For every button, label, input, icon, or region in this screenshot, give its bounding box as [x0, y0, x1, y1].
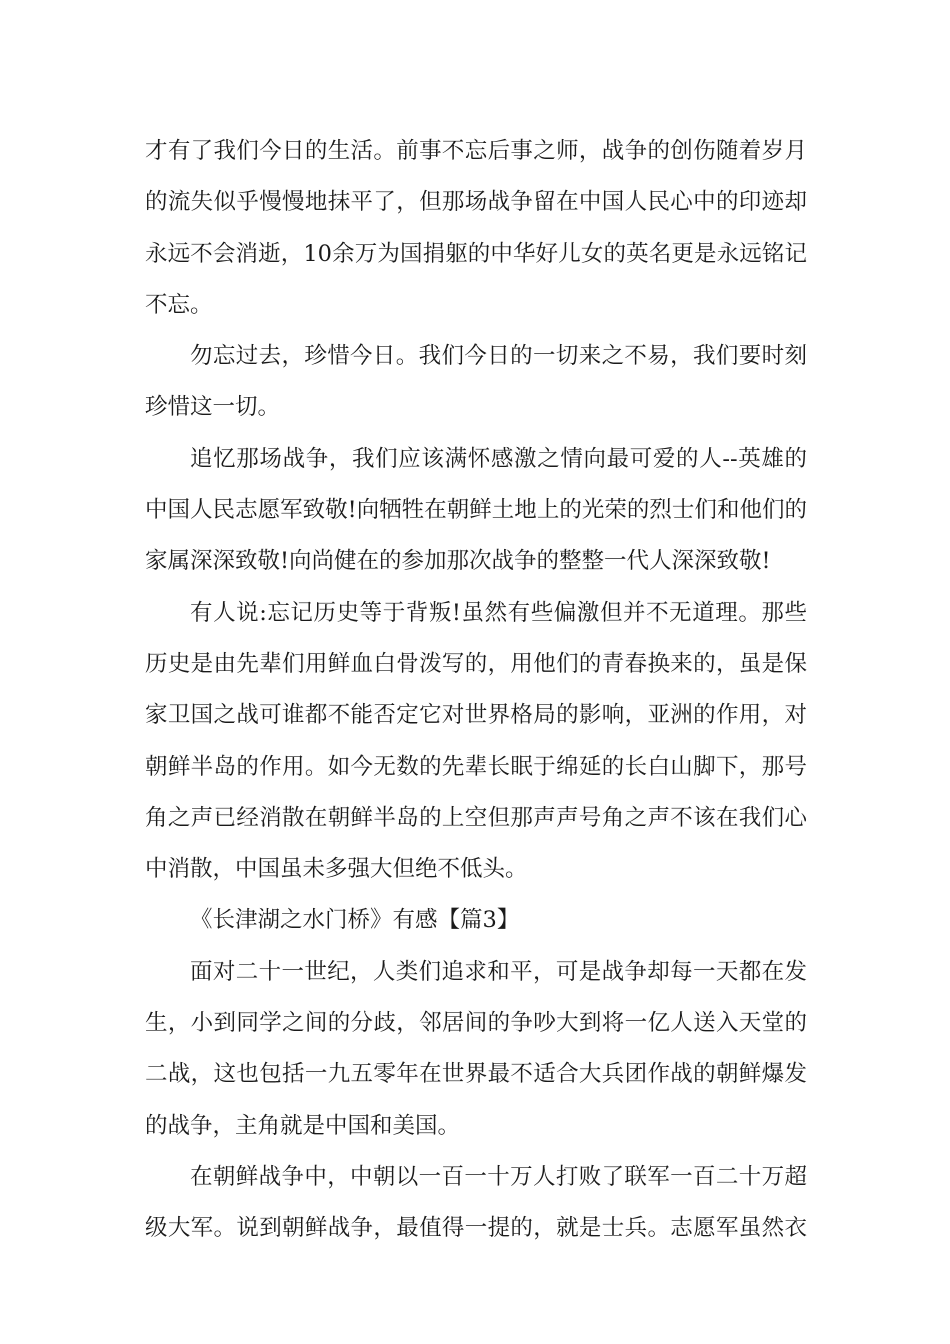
text-line: 历史是由先辈们用鲜血白骨泼写的，用他们的青春换来的，虽是保 [145, 650, 807, 677]
text-line: 不忘。 [145, 291, 213, 318]
section-heading-text: 《长津湖之水门桥》有感【篇3】 [190, 907, 520, 934]
text-line: 家卫国之战可谁都不能否定它对世界格局的影响，亚洲的作用，对 [145, 702, 807, 729]
text-line: 的战争，主角就是中国和美国。 [145, 1112, 461, 1139]
text-line: 中消散，中国虽未多强大但绝不低头。 [145, 856, 528, 883]
text-line: 有人说:忘记历史等于背叛!虽然有些偏激但并不无道理。那些 [190, 599, 807, 626]
section-heading [145, 895, 807, 946]
text-line: 永远不会消逝，10余万为国捐躯的中华好儿女的英名更是永远铭记 [145, 240, 807, 267]
text-line: 生，小到同学之间的分歧，邻居间的争吵大到将一亿人送入天堂的 [145, 1010, 807, 1037]
text-line: 在朝鲜战争中，中朝以一百一十万人打败了联军一百二十万超 [190, 1163, 807, 1190]
text-line: 珍惜这一切。 [145, 394, 281, 421]
text-line: 中国人民志愿军致敬!向牺牲在朝鲜土地上的光荣的烈士们和他们的 [145, 497, 807, 524]
paragraph [145, 126, 807, 331]
text-line: 的流失似乎慢慢地抹平了，但那场战争留在中国人民心中的印迹却 [145, 189, 807, 216]
paragraph [145, 434, 807, 588]
text-line: 才有了我们今日的生活。前事不忘后事之师，战争的创伤随着岁月 [145, 138, 807, 164]
paragraph [145, 331, 807, 434]
paragraph [145, 1152, 807, 1255]
text-line: 勿忘过去，珍惜今日。我们今日的一切来之不易，我们要时刻 [190, 343, 807, 370]
text-line: 二战，这也包括一九五零年在世界最不适合大兵团作战的朝鲜爆发 [145, 1061, 807, 1088]
text-line: 家属深深致敬!向尚健在的参加那次战争的整整一代人深深致敬! [145, 548, 771, 575]
text-line: 级大军。说到朝鲜战争，最值得一提的，就是士兵。志愿军虽然衣 [145, 1215, 807, 1242]
document-body [145, 126, 807, 1255]
paragraph [145, 947, 807, 1152]
text-line: 角之声已经消散在朝鲜半岛的上空但那声声号角之声不该在我们心 [145, 804, 807, 831]
text-line: 追忆那场战争，我们应该满怀感激之情向最可爱的人--英雄的 [190, 445, 807, 472]
text-line: 朝鲜半岛的作用。如今无数的先辈长眠于绵延的长白山脚下，那号 [145, 753, 807, 780]
paragraph [145, 588, 807, 896]
text-line: 面对二十一世纪，人类们追求和平，可是战争却每一天都在发 [190, 958, 807, 985]
